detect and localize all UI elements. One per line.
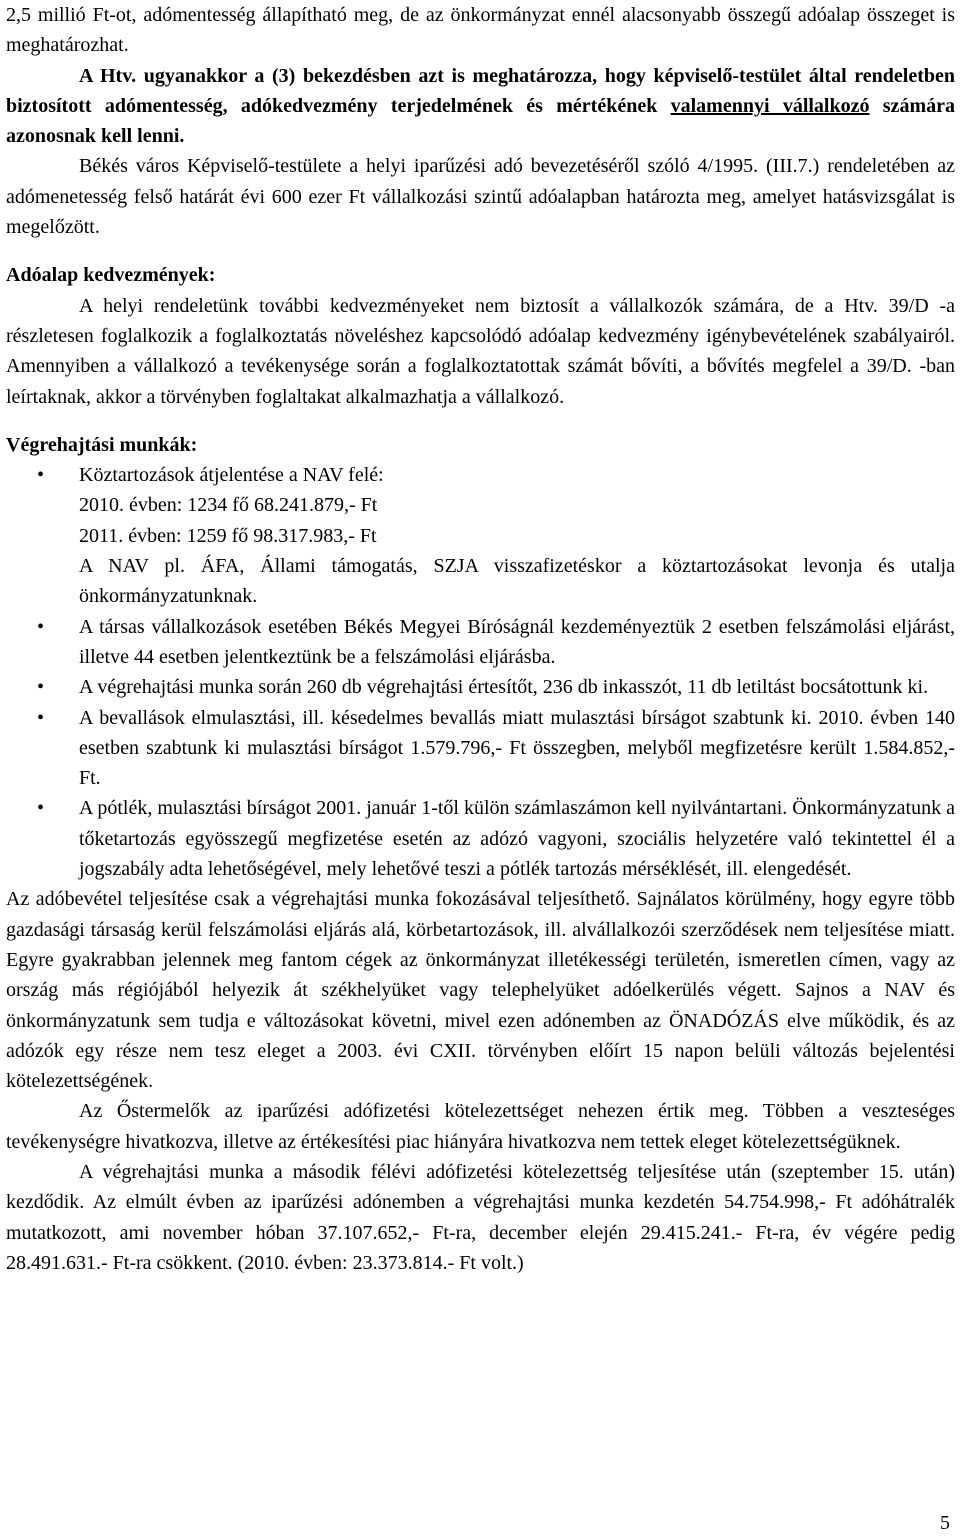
htv-paragraph <box>6 61 955 152</box>
list-item-text: A végrehajtási munka során 260 db végrehajtási értesítőt, 236 db inkasszót, 11 db letiltást bocsátottunk ki. <box>79 676 929 699</box>
htv-underlined-text: valamennyi vállalkozó <box>670 94 870 117</box>
list-item-2011: 2011. évben: 1259 fő 98.317.983,- Ft <box>79 524 377 547</box>
list-item <box>6 460 955 611</box>
body-paragraph: Az Őstermelők az iparűzési adófizetési kötelezettséget nehezen értik meg. Többen a veszteséges tevékenységre hivatkozva, illetve az értékesítési piac hiányára hivatkozva nem tettek eleget kötelezettségüknek. <box>6 1100 955 1153</box>
bullet-icon: • <box>37 797 45 820</box>
adoalap-heading: Adóalap kedvezmények: <box>6 264 216 287</box>
page-number: 5 <box>940 1512 950 1534</box>
list-item-text: A pótlék, mulasztási bírságot 2001. január 1-től külön számlaszámon kell nyilvántartani. Önkormányzatunk a tőketartozás egyösszegű megfizetése esetén az adózó vagyoni, szociális helyzetére való tekintettel él a jogszabály adta lehetőségével, mely lehetővé teszi a pótlék tartozás mérséklését, ill. elengedését. <box>79 797 955 881</box>
bullet-icon: • <box>37 676 45 699</box>
bullet-icon: • <box>37 615 45 638</box>
htv-text-a: A Htv. ugyanakkor a (3) bekezdésben azt is meghatározza, hogy képviselő-testület által rendeletben biztosított adómentesség, adókedvezmény terjedelmének és mértékének <box>6 64 955 117</box>
list-item <box>6 793 955 884</box>
intro-paragraph: 2,5 millió Ft-ot, adómentesség állapítható meg, de az önkormányzat ennél alacsonyabb összegű adóalap összeget is meghatározhat. <box>6 4 955 57</box>
list-item <box>6 612 955 673</box>
body-paragraph: Az adóbevétel teljesítése csak a végrehajtási munka fokozásával teljesíthető. Sajnálatos körülmény, hogy egyre több gazdasági társaság kerül felszámolási eljárás alá, körbetartozások, ill. alvállalkozói szerződések nem teljesítése miatt. Egyre gyakrabban jelennek meg fantom cégek az önkormányzat illetékességi területén, ismeretlen címen, vagy az ország más régiójából helyezik át székhelyüket vagy telephelyüket adóelkerülés végett. Sajnos a NAV és önkormányzatunk sem tudja e változásokat követni, mivel ezen adónemben az ÖNADÓZÁS elve működik, és az adózók egy része nem tesz eleget a 2003. évi CXII. törvényben előírt 15 napon belüli változás bejelentési kötelezettségének. <box>6 888 955 1093</box>
list-item-text: A társas vállalkozások esetében Békés Megyei Bíróságnál kezdeményeztük 2 esetben felszámolási eljárást, illetve 44 esetben jelentkeztünk be a felszámolási eljárásba. <box>79 615 955 668</box>
bullet-icon: • <box>37 464 45 487</box>
list-item-2010: 2010. évben: 1234 fő 68.241.879,- Ft <box>79 494 378 517</box>
list-item <box>6 672 955 702</box>
list-item-title: Köztartozások átjelentése a NAV felé: <box>79 464 384 487</box>
body-paragraph: A végrehajtási munka a második félévi adófizetési kötelezettség teljesítése után (szeptember 15. után) kezdődik. Az elmúlt évben az iparűzési adónemben a végrehajtási munka kezdetén 54.754.998,- Ft adóhátralék mutatkozott, ami november hóban 37.107.652,- Ft-ra, december elején 29.415.241.- Ft-ra, év végére pedig 28.491.631.- Ft-ra csökkent. (2010. évben: 23.373.814.- Ft volt.) <box>6 1160 955 1274</box>
vegrehajtas-heading: Végrehajtási munkák: <box>6 433 198 456</box>
htv-text-b: számára azonosnak kell lenni. <box>6 94 955 148</box>
list-item <box>6 703 955 794</box>
list-item-nav: A NAV pl. ÁFA, Állami támogatás, SZJA visszafizetéskor a köztartozásokat levonja és utalja önkormányzatunknak. <box>79 555 955 608</box>
list-item-text: A bevallások elmulasztási, ill. késedelmes bevallás miatt mulasztási bírságot szabtunk ki. 2010. évben 140 esetben szabtunk ki mulasztási bírságot 1.579.796,- Ft összegben, melyből megfizetésre került 1.584.852,- Ft. <box>79 706 955 790</box>
bullet-icon: • <box>37 706 45 729</box>
adoalap-paragraph: A helyi rendeletünk további kedvezményeket nem biztosít a vállalkozók számára, de a Htv. 39/D -a részletesen foglalkozik a foglalkoztatás növeléshez kapcsolódó adóalap kedvezmény igénybevételének szabályairól. Amennyiben a vállalkozó a tevékenysége során a foglalkoztatottak számát bővíti, a bővítés megfelel a 39/D. -ban leírtaknak, akkor a törvényben foglaltakat alkalmazhatja a vállalkozó. <box>6 294 955 408</box>
document-page <box>6 0 955 1278</box>
bekes-paragraph: Békés város Képviselő-testülete a helyi iparűzési adó bevezetéséről szóló 4/1995. (III.7.) rendeletében az adómenetesség felső határát évi 600 ezer Ft vállalkozási szintű adóalapban határozta meg, amelyet hatásvizsgálat is megelőzött. <box>6 155 955 239</box>
